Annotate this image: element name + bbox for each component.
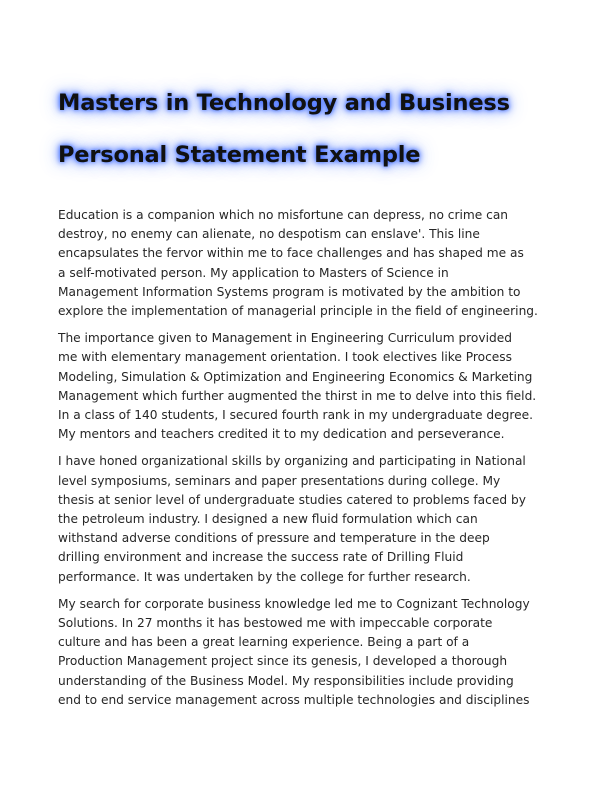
text-line: In a class of 140 students, I secured fourth rank in my undergraduate degree. [58, 408, 533, 423]
title-line-1: Masters in Technology and Business [58, 90, 510, 116]
text-line: understanding of the Business Model. My responsibilities include providing [58, 673, 514, 688]
paragraph-2 [58, 329, 548, 444]
text-line: Management which further augmented the thirst in me to delve into this field. [58, 388, 537, 403]
text-line: My mentors and teachers credited it to my dedication and perseverance. [58, 427, 505, 442]
statement-body [58, 206, 548, 710]
text-line: encapsulates the fervor within me to face challenges and has shaped me as [58, 246, 524, 261]
text-line: level symposiums, seminars and paper presentations during college. My [58, 473, 501, 488]
text-line: drilling environment and increase the success rate of Drilling Fluid [58, 550, 464, 565]
text-line: Education is a companion which no misfortune can depress, no crime can [58, 208, 509, 222]
text-line: culture and has been a great learning experience. Being a part of a [58, 635, 470, 650]
text-line: a self-motivated person. My application to Masters of Science in [58, 265, 449, 280]
text-line: performance. It was undertaken by the college for further research. [58, 569, 471, 584]
document-page [58, 82, 548, 718]
text-line: My search for corporate business knowledge led me to Cognizant Technology [58, 596, 530, 611]
text-line: the petroleum industry. I designed a new fluid formulation which can [58, 512, 478, 527]
paragraph-4 [58, 595, 548, 710]
text-line: Management Information Systems program is motivated by the ambition to [58, 284, 521, 299]
text-line: Solutions. In 27 months it has bestowed me with impeccable corporate [58, 616, 493, 631]
title-line-2: Personal Statement Example [58, 142, 421, 168]
text-line: withstand adverse conditions of pressure and temperature in the deep [58, 531, 490, 546]
text-line: end to end service management across multiple technologies and disciplines [58, 692, 530, 707]
text-line: Modeling, Simulation & Optimization and Engineering Economics & Marketing [58, 369, 533, 384]
text-line: destroy, no enemy can alienate, no despotism can enslave'. This line [58, 227, 480, 242]
text-line: me with elementary management orientation. I took electives like Process [58, 350, 513, 365]
paragraph-3 [58, 452, 548, 586]
text-line: Production Management project since its genesis, I developed a thorough [58, 654, 508, 669]
text-line: explore the implementation of managerial principle in the field of engineering. [58, 304, 538, 319]
page-title [58, 82, 548, 176]
text-line: I have honed organizational skills by organizing and participating in National [58, 454, 526, 469]
text-line: thesis at senior level of undergraduate studies catered to problems faced by [58, 492, 526, 507]
text-line: The importance given to Management in Engineering Curriculum provided [58, 331, 512, 346]
paragraph-1 [58, 206, 548, 321]
